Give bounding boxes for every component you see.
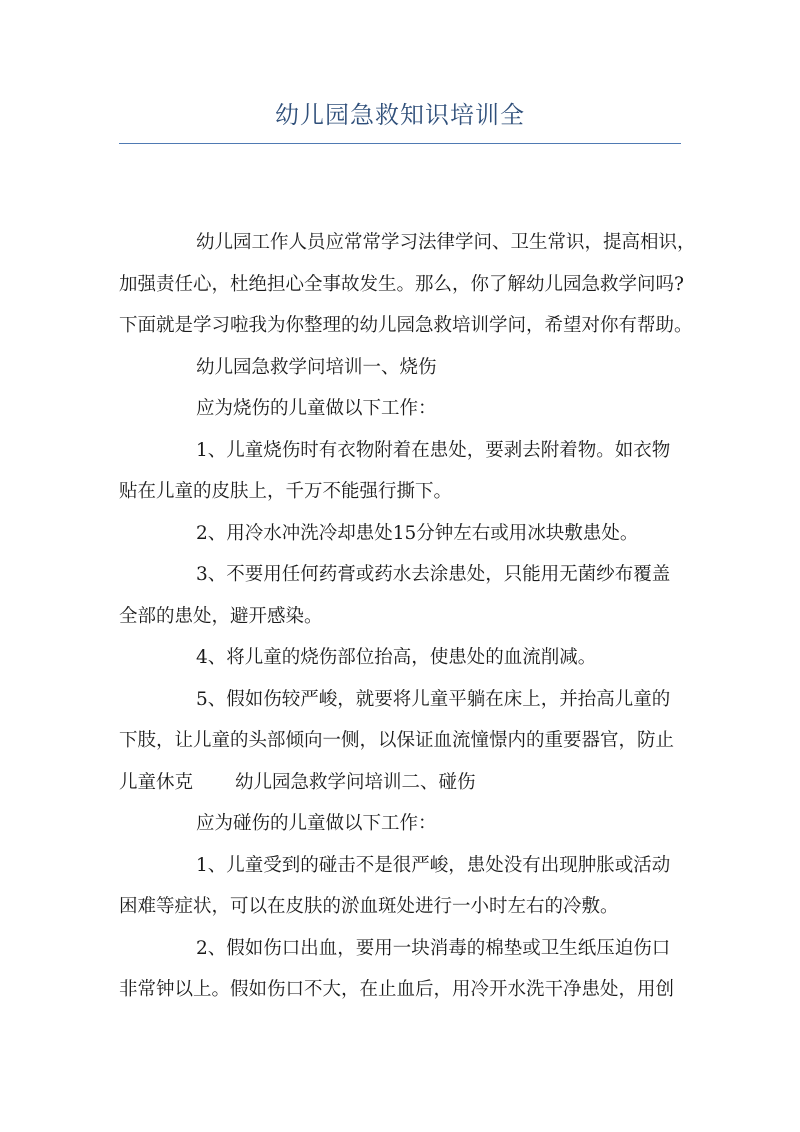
text-line: 下面就是学习啦我为你整理的幼儿园急救培训学问，希望对你有帮助。 (119, 315, 693, 336)
text-line: 应为碰伤的儿童做以下工作： (196, 813, 437, 834)
text-line: 3、不要用任何药膏或药水去涂患处，只能用无菌纱布覆盖 (196, 564, 671, 585)
text-fragment: 儿童休克 (119, 771, 194, 793)
text-line: 2、用冷水冲洗冷却患处15分钟左右或用冰块敷患处。 (196, 522, 639, 544)
text-line: 幼儿园工作人员应常常学习法律学问、卫生常识，提高相识， (196, 232, 696, 253)
document-title: 幼儿园急救知识培训全 (275, 101, 525, 129)
text-line: 2、假如伤口出血，要用一块消毒的棉垫或卫生纸压迫伤口 (196, 937, 671, 959)
text-line: 4、将儿童的烧伤部位抬高，使患处的血流削减。 (196, 647, 597, 668)
text-line: 下肢，让儿童的头部倾向一侧，以保证血流憧憬内的重要器官，防止 (119, 730, 675, 751)
text-line: 困难等症状，可以在皮肤的淤血斑处进行一小时左右的冷敷。 (119, 896, 619, 917)
text-line-with-heading (119, 762, 689, 804)
text-line: 加强责任心，杜绝担心全事故发生。那么，你了解幼儿园急救学问吗? (119, 273, 684, 295)
text-line: 1、儿童烧伤时有衣物附着在患处，要剥去附着物。如衣物 (196, 439, 671, 461)
text-line: 1、儿童受到的碰击不是很严峻，患处没有出现肿胀或活动 (196, 854, 671, 876)
document-body (119, 222, 696, 1011)
section-heading: 幼儿园急救学问培训一、烧伤 (196, 356, 437, 378)
text-line: 非常钟以上。假如伤口不大，在止血后，用冷开水洗干净患处，用创 (119, 979, 675, 1000)
text-line: 5、假如伤较严峻，就要将儿童平躺在床上，并抬高儿童的 (196, 688, 671, 710)
section-heading: 幼儿园急救学问培训二、碰伤 (235, 771, 476, 793)
text-line: 应为烧伤的儿童做以下工作： (196, 398, 437, 419)
title-divider (119, 143, 681, 144)
text-line: 全部的患处，避开感染。 (119, 605, 323, 627)
text-line: 贴在儿童的皮肤上，千万不能强行撕下。 (119, 481, 453, 502)
